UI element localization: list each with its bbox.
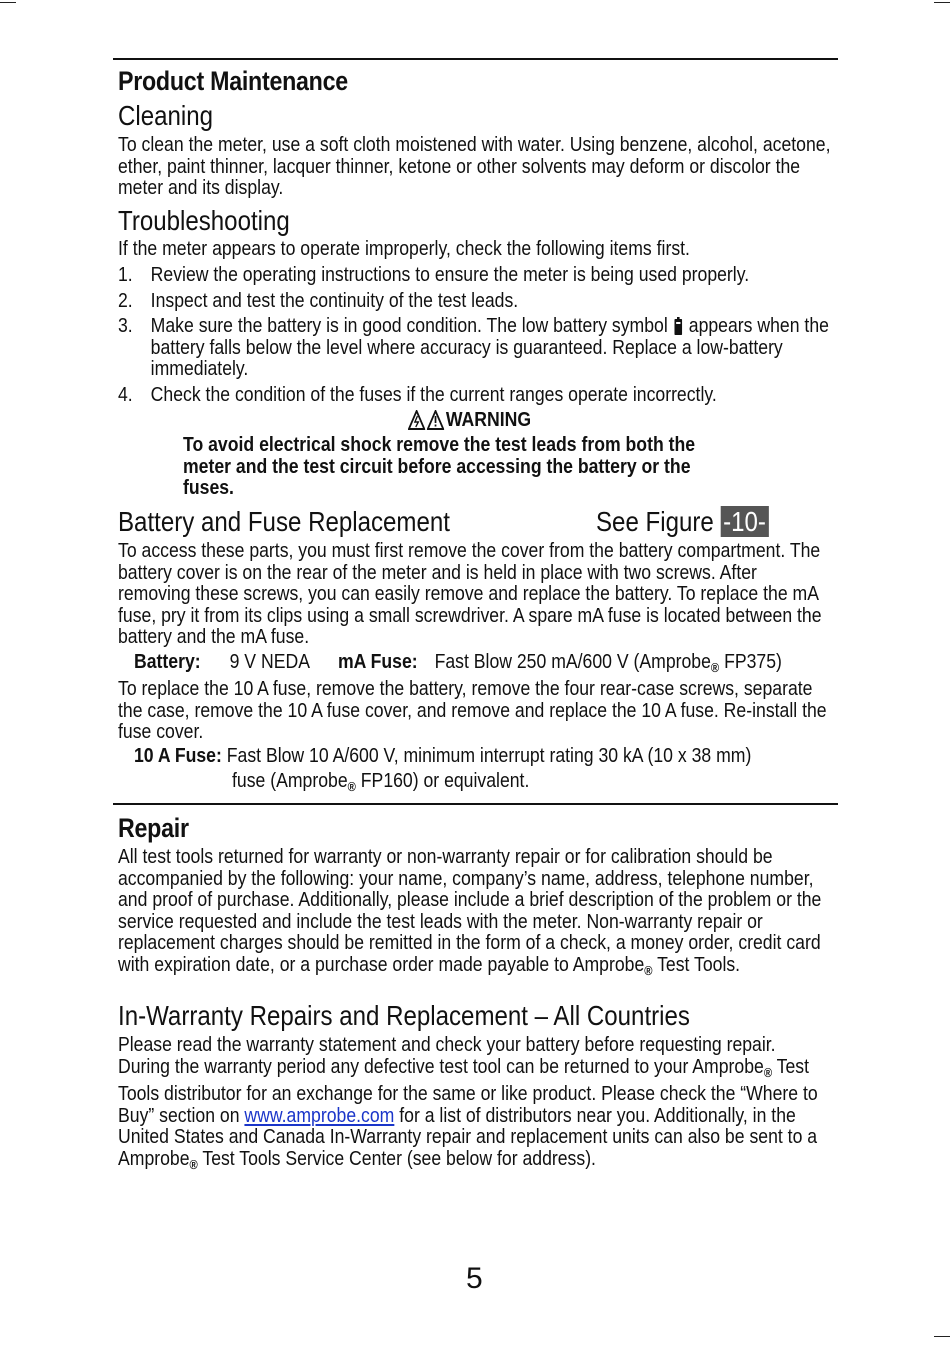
caution-warning-icon	[427, 410, 444, 430]
in-warranty-text: Please read the warranty statement and check your battery before requesting repair. During the warranty period any defective test tool can be returned to your Amprobe$_®$ Test Tools distributor for an exchange for the same or like product. Please check the “Where to Buy” section on www.amprobe.com for a list of distributors near you. Additionally, in the United States and Canada In-Warranty repair and replacement units can also be sent to a Amprobe$_®$ Test Tools Service Center (see below for address).	[118, 1033, 818, 1172]
battery-label: Battery:	[134, 650, 201, 673]
repair-heading: Repair	[118, 813, 189, 843]
cleaning-text: To clean the meter, use a soft cloth moistened with water. Using benzene, alcohol, acetone, ether, paint thinner, lacquer thinner, ketone or other solvents may deform or discolor the meter and its display.	[118, 133, 831, 200]
amprobe-website-link[interactable]: www.amprobe.com	[244, 1103, 395, 1127]
ten-amp-fuse-text: To replace the 10 A fuse, remove the battery, remove the four rear-case screws, separate the case, remove the 10 A fuse cover, and remove and replace the 10 A fuse. Re-install the fuse cover.	[118, 677, 827, 744]
crop-mark-top-right	[934, 2, 950, 3]
ten-amp-fuse-spec: 10 A Fuse: Fast Blow 10 A/600 V, minimum interrupt rating 30 kA (10 x 38 mm)	[134, 744, 752, 767]
figure-number-badge: -10-	[720, 506, 768, 537]
battery-fuse-text: To access these parts, you must first remove the cover from the battery compartment. The battery cover is on the rear of the meter and is held in place with two screws. After removing these screws, you can easily remove and replace the battery. To replace the mA fuse, pry it from its clips using a small screwdriver. A spare mA fuse is located between the battery and the mA fuse.	[118, 539, 822, 649]
battery-spec-line	[134, 651, 848, 679]
page-title: Product Maintenance	[118, 66, 348, 96]
ma-fuse-label: mA Fuse:	[337, 650, 418, 673]
electric-shock-warning-icon	[408, 410, 425, 430]
battery-value: 9 V NEDA	[229, 650, 309, 673]
crop-mark-bottom-right	[934, 1336, 950, 1337]
list-item: 4. Check the condition of the fuses if the current ranges operate incorrectly.	[118, 383, 717, 406]
page-number: 5	[466, 1262, 483, 1295]
crop-mark-top-left	[0, 2, 16, 3]
low-battery-icon	[674, 317, 682, 335]
ten-amp-fuse-label: 10 A Fuse:	[134, 744, 222, 767]
list-item: 1. Review the operating instructions to ensure the meter is being used properly.	[118, 263, 750, 286]
section-rule	[113, 803, 838, 805]
in-warranty-heading: In-Warranty Repairs and Replacement – All Countries	[118, 1000, 690, 1031]
top-rule	[113, 58, 838, 60]
warning-text: To avoid electrical shock remove the test leads from both the meter and the test circuit before accessing the battery or the fuses.	[183, 433, 696, 500]
list-item: 3. Make sure the battery is in good condition. The low battery symbol appears when the battery falls below the level where accuracy is guaranteed. Replace a low-battery immediately.	[118, 314, 829, 381]
troubleshooting-intro: If the meter appears to operate improperly, check the following items first.	[118, 237, 690, 260]
repair-text: All test tools returned for warranty or non-warranty repair or for calibration should be accompanied by the following: your name, company’s name, address, telephone number, and proof of purchase. Additionally, please include a brief description of the problem or the service requested and include the test leads with the meter. Non-warranty repair or replacement charges should be remitted in the form of a check, a money order, credit card with expiration date, or a purchase order made payable to Amprobe$_®$ Test Tools.	[118, 845, 822, 978]
ma-fuse-value: Fast Blow 250 mA/600 V (Amprobe$_®$ FP375)	[434, 650, 782, 675]
figure-reference: See Figure -10-	[596, 506, 768, 538]
battery-fuse-heading: Battery and Fuse Replacement	[118, 506, 450, 537]
warning-title: WARNING	[408, 408, 531, 432]
list-item: 2. Inspect and test the continuity of the test leads.	[118, 289, 519, 312]
cleaning-heading: Cleaning	[118, 100, 214, 131]
ten-amp-fuse-spec-line2: fuse (Amprobe$_®$ FP160) or equivalent.	[232, 769, 530, 794]
troubleshooting-heading: Troubleshooting	[118, 205, 290, 236]
